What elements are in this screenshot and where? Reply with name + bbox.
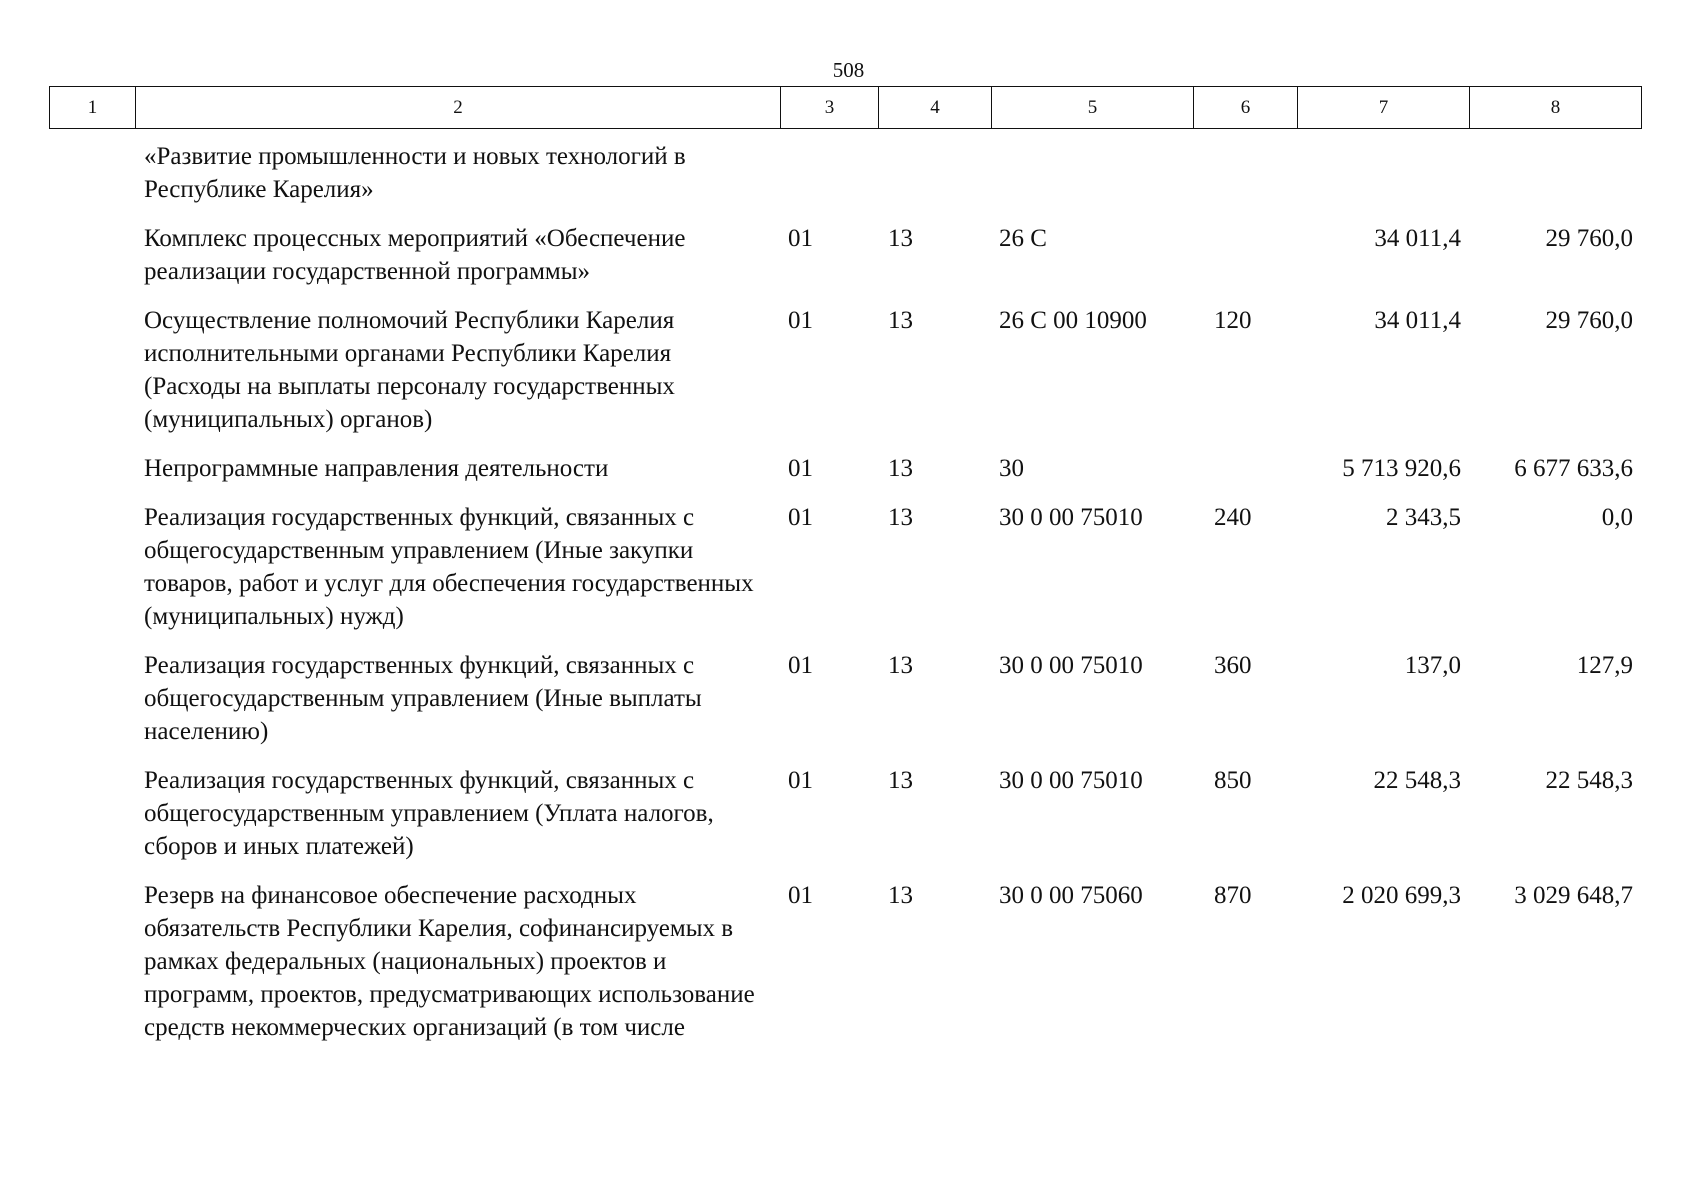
row-subsection: 13 [888, 225, 913, 252]
row-expense-type: 870 [1214, 882, 1252, 909]
row-expense-type: 850 [1214, 767, 1252, 794]
header-cell-6: 6 [1194, 87, 1298, 129]
row-section: 01 [788, 882, 813, 909]
row-amount-col7: 137,0 [1404, 652, 1461, 679]
page-number: 508 [832, 58, 865, 82]
row-amount-col7: 34 011,4 [1374, 225, 1461, 252]
row-target-code: 30 [999, 455, 1024, 482]
row-name: Реализация государственных функций, связанных с общегосударственным управлением (Уплата налогов, сборов и иных платежей) [144, 767, 714, 860]
row-subsection: 13 [888, 652, 913, 679]
row-subsection: 13 [888, 504, 913, 531]
header-cell-7: 7 [1298, 87, 1470, 129]
row-name: Реализация государственных функций, связанных с общегосударственным управлением (Иные закупки товаров, работ и услуг для обеспечения государственных (муниципальных) нужд) [144, 504, 754, 630]
row-name: Комплекс процессных мероприятий «Обеспечение реализации государственной программы» [144, 225, 686, 285]
row-amount-col8 [1469, 140, 1641, 222]
row-target-code: 30 0 00 75010 [999, 767, 1143, 794]
row-target-code: 26 С 00 10900 [999, 307, 1147, 334]
budget-table [49, 140, 1641, 1060]
row-amount-col8: 127,9 [1576, 652, 1633, 679]
row-name: Непрограммные направления деятельности [144, 455, 609, 482]
row-amount-col7: 34 011,4 [1374, 307, 1461, 334]
row-amount-col7: 22 548,3 [1373, 767, 1461, 794]
table-row [49, 222, 1641, 304]
header-cell-4: 4 [879, 87, 992, 129]
header-row [50, 87, 1642, 129]
row-amount-col7: 2 343,5 [1386, 504, 1461, 531]
header-cell-5: 5 [992, 87, 1194, 129]
row-target-code: 26 С [999, 225, 1047, 252]
row-expense-type: 360 [1214, 652, 1252, 679]
row-amount-col8: 29 760,0 [1545, 307, 1633, 334]
row-target-code [991, 140, 1193, 222]
row-name: Резерв на финансовое обеспечение расходных обязательств Республики Карелия, софинансируемых в рамках федеральных (национальных) проектов и программ, проектов, предусматривающих использование средств некоммерческих организаций (в том числе [144, 882, 755, 1041]
table-row [49, 649, 1641, 764]
row-amount-col8: 22 548,3 [1545, 767, 1633, 794]
row-section: 01 [788, 652, 813, 679]
row-subsection [878, 140, 991, 222]
row-expense-type [1193, 222, 1297, 304]
row-subsection: 13 [888, 882, 913, 909]
header-cell-3: 3 [781, 87, 879, 129]
row-amount-col8: 0,0 [1601, 504, 1633, 531]
table-row [49, 879, 1641, 1060]
row-expense-type: 120 [1214, 307, 1252, 334]
row-section [780, 140, 878, 222]
row-subsection: 13 [888, 307, 913, 334]
row-section: 01 [788, 767, 813, 794]
table-row [49, 764, 1641, 879]
row-amount-col8: 6 677 633,6 [1514, 455, 1633, 482]
row-amount-col7 [1297, 140, 1469, 222]
row-amount-col8: 29 760,0 [1545, 225, 1633, 252]
row-target-code: 30 0 00 75010 [999, 652, 1143, 679]
row-name: Реализация государственных функций, связанных с общегосударственным управлением (Иные выплаты населению) [144, 652, 702, 745]
header-cell-8: 8 [1470, 87, 1642, 129]
row-expense-type: 240 [1214, 504, 1252, 531]
table-row [49, 304, 1641, 452]
row-expense-type [1193, 452, 1297, 501]
row-section: 01 [788, 307, 813, 334]
row-subsection: 13 [888, 767, 913, 794]
column-number-header [49, 86, 1642, 129]
row-section: 01 [788, 225, 813, 252]
header-cell-1: 1 [50, 87, 136, 129]
table-row [49, 501, 1641, 649]
row-subsection: 13 [888, 455, 913, 482]
table-row [49, 452, 1641, 501]
row-amount-col7: 5 713 920,6 [1342, 455, 1461, 482]
row-target-code: 30 0 00 75010 [999, 504, 1143, 531]
row-name: Осуществление полномочий Республики Карелия исполнительными органами Республики Карелия (Расходы на выплаты персоналу государственных (муниципальных) органов) [144, 307, 675, 433]
header-cell-2: 2 [136, 87, 781, 129]
table-row [49, 140, 1641, 222]
row-expense-type [1193, 140, 1297, 222]
row-section: 01 [788, 455, 813, 482]
row-target-code: 30 0 00 75060 [999, 882, 1143, 909]
row-name: «Развитие промышленности и новых технологий в Республике Карелия» [144, 143, 686, 203]
row-amount-col8: 3 029 648,7 [1514, 882, 1633, 909]
row-section: 01 [788, 504, 813, 531]
row-amount-col7: 2 020 699,3 [1342, 882, 1461, 909]
